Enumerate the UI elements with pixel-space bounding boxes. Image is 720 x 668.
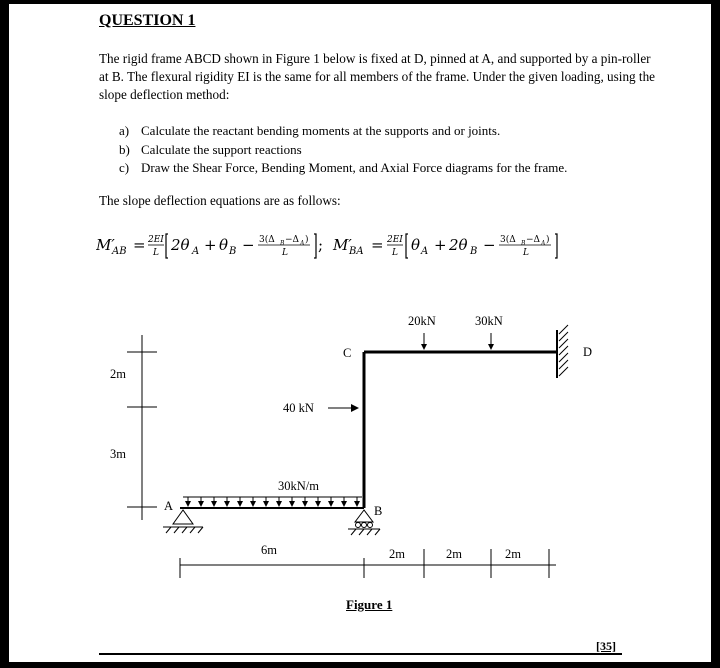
eq2-lhs: M′ — [333, 236, 352, 254]
question-marks: [35] — [596, 639, 616, 653]
udl-load — [183, 479, 362, 506]
equations-intro: The slope deflection equations are as follows: — [99, 193, 341, 208]
question-part: a) Calculate the reactant bending moments at the supports and or joints. — [119, 123, 501, 138]
svg-text:θ: θ — [219, 236, 229, 254]
svg-text:3(Δ: 3(Δ — [259, 235, 275, 245]
eq1-frac-num: 2EI — [148, 235, 164, 245]
svg-text:B: B — [521, 240, 526, 247]
label-30kn: 30kN — [475, 314, 503, 328]
bottom-dimension — [180, 543, 556, 578]
label-2m-left: 2m — [110, 367, 126, 381]
window-frame-bottom — [0, 662, 720, 668]
label-b: B — [374, 504, 383, 518]
svg-text:A: A — [541, 240, 546, 247]
label-20kn: 20kN — [408, 314, 436, 328]
svg-text:): ) — [305, 235, 309, 245]
svg-text:−Δ: −Δ — [526, 235, 541, 245]
eq1-sub: AB — [112, 246, 127, 257]
equation-svg — [96, 226, 656, 266]
svg-text:;: ; — [318, 236, 324, 254]
label-d: D — [583, 345, 593, 359]
svg-text:L: L — [523, 248, 529, 258]
question-parts-list — [119, 122, 567, 178]
svg-text:=: = — [133, 236, 146, 254]
question-intro: The rigid frame ABCD shown in Figure 1 below is fixed at D, pinned at A, and supported by a pin-roller at B. The flexural rigidity EI is the same for all members of the frame. Under the given loading, using the slope deflection method: — [99, 51, 656, 102]
svg-text:=: = — [371, 236, 384, 254]
svg-text:θ: θ — [411, 236, 421, 254]
svg-text:2θ: 2θ — [171, 236, 190, 254]
label-3m-left: 3m — [110, 447, 126, 461]
svg-text:−: − — [242, 236, 255, 254]
point-loads — [408, 314, 503, 349]
bottom-rule — [99, 653, 622, 655]
svg-text:+: + — [434, 236, 447, 254]
figure-1 — [0, 300, 720, 605]
label-2m-b: 2m — [446, 547, 462, 561]
svg-text:): ) — [546, 235, 550, 245]
frame-diagram — [0, 300, 720, 600]
pin-support-a — [163, 499, 203, 533]
svg-text:B: B — [229, 246, 237, 257]
question-heading: QUESTION 1 — [99, 12, 196, 29]
svg-text:L: L — [392, 248, 398, 258]
eq2-sub: BA — [349, 246, 364, 257]
svg-text:−: − — [483, 236, 496, 254]
svg-text:A: A — [300, 240, 305, 247]
fixed-support-d — [557, 325, 592, 378]
figure-caption: Figure 1 — [346, 597, 393, 612]
label-a: A — [164, 499, 174, 513]
label-c: C — [343, 346, 352, 360]
label-40kn: 40 kN — [283, 401, 314, 415]
load-40kn — [283, 401, 358, 415]
label-6m: 6m — [261, 543, 277, 557]
svg-text:B: B — [470, 246, 478, 257]
svg-text:2θ: 2θ — [449, 236, 468, 254]
slope-deflection-equations — [96, 226, 656, 266]
label-udl: 30kN/m — [278, 479, 319, 493]
question-part: b) Calculate the support reactions — [119, 141, 302, 157]
svg-text:A: A — [421, 246, 429, 257]
svg-text:+: + — [204, 236, 217, 254]
label-2m-c: 2m — [505, 547, 521, 561]
question-part: c) Draw the Shear Force, Bending Moment, and Axial Force diagrams for the frame. — [119, 160, 568, 176]
svg-text:B: B — [280, 240, 285, 247]
eq1-frac-den: L — [153, 248, 159, 258]
window-frame-top — [0, 0, 720, 4]
left-dimension — [110, 335, 157, 520]
svg-text:A: A — [192, 246, 200, 257]
svg-text:3(Δ: 3(Δ — [500, 235, 516, 245]
label-2m-a: 2m — [389, 547, 405, 561]
svg-text:−Δ: −Δ — [285, 235, 300, 245]
svg-text:L: L — [282, 248, 288, 258]
eq1-lhs: M′ — [96, 236, 115, 254]
svg-text:2EI: 2EI — [387, 235, 403, 245]
